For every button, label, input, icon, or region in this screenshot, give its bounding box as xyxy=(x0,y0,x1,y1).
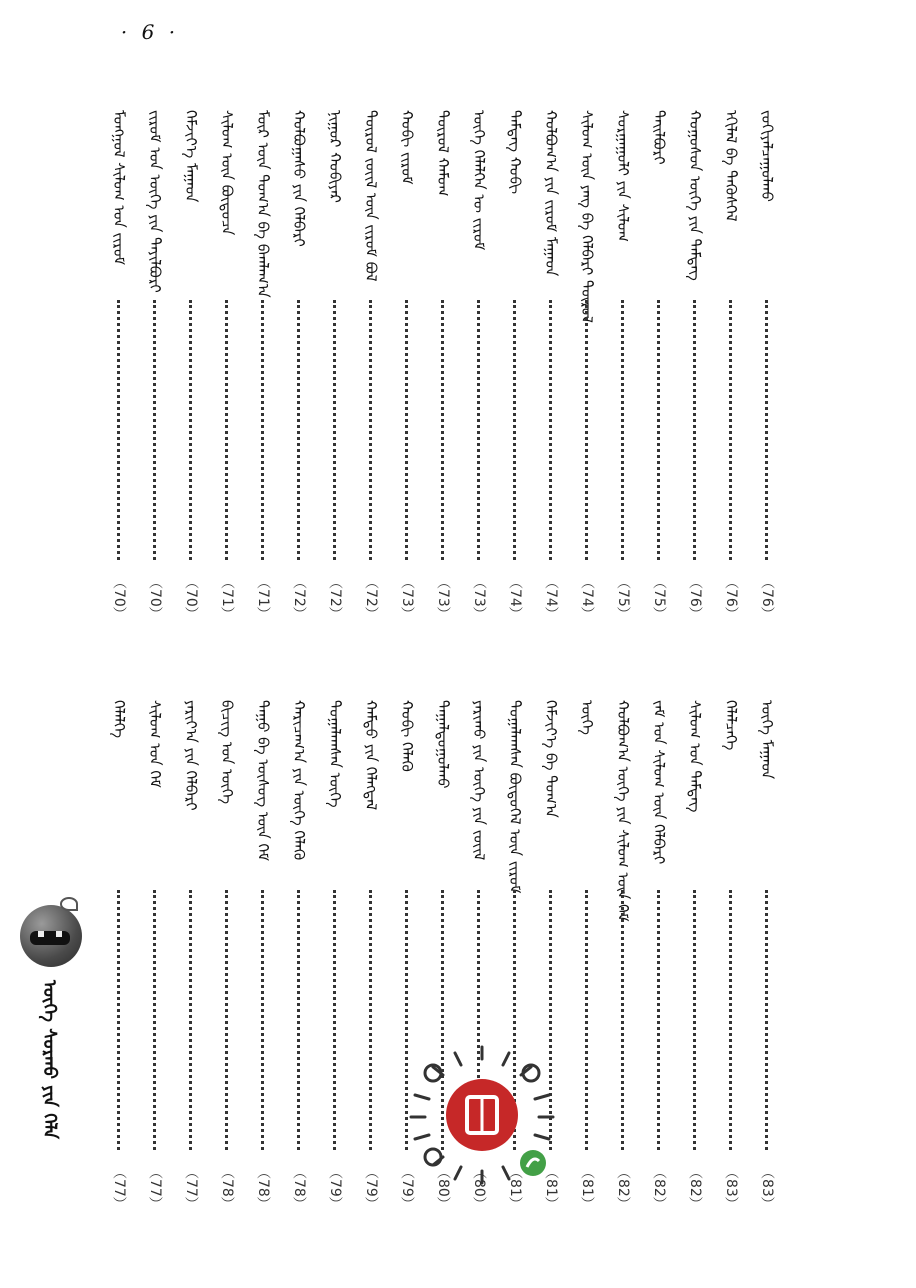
dot-leader xyxy=(477,300,480,560)
toc-entry-page: （81） xyxy=(579,1165,595,1211)
dot-leader xyxy=(153,300,156,560)
logo-text: ᠦᠭᠡ ᠰᠤᠷᠬᠤ ᠶᠢᠨ ᠬᠡᠯᠡ xyxy=(39,980,60,1139)
dot-leader xyxy=(117,890,120,1150)
logo-icon xyxy=(20,905,82,967)
toc-entry[interactable] xyxy=(610,110,636,635)
toc-entry-page: （80） xyxy=(471,1165,487,1211)
toc-entry-title: ᠬᠤᠪᠢ ᠵᠢᠷᠤᠮ xyxy=(398,110,416,185)
toc-entry-title: ᠰᠢᠯᠦᠭ᠋ ᠤᠨ ᠬᠡᠮ xyxy=(146,700,164,788)
toc-entry-title: ᠵᠢᠷᠤᠮ ᠤᠨ ᠦᠭᠡ ᠶᠢᠨ ᠲᠠᠶᠢᠯᠪᠤᠷᠢ xyxy=(146,110,164,293)
toc-entry-page: （79） xyxy=(363,1165,379,1211)
dot-leader xyxy=(621,300,624,560)
dot-leader xyxy=(729,890,732,1150)
toc-entry[interactable] xyxy=(178,700,204,1225)
tooth-shape xyxy=(38,931,44,937)
toc-entry[interactable] xyxy=(754,700,780,1225)
toc-entry-title: ᠰᠢᠯᠦᠭ᠋ ᠦᠨ ᠶᠠᠩ ᠪᠠ ᠬᠡᠯᠪᠡᠷᠢ ᠲᠥᠷᠦᠯ xyxy=(578,110,596,323)
dot-leader xyxy=(189,300,192,560)
toc-entry[interactable] xyxy=(646,700,672,1225)
toc-entry[interactable] xyxy=(466,110,492,635)
toc-entry-page: （72） xyxy=(291,575,307,621)
toc-entry-title: ᠮᠣᠩᠭᠣᠯ ᠰᠢᠯᠦᠭ᠋ ᠤᠨ ᠵᠢᠷᠤᠮ xyxy=(110,110,128,266)
toc-entry-title: ᠨᠢᠭᠤᠷ ᠬᠤᠪᠢᠶᠠᠷ xyxy=(326,110,344,203)
toc-entry-page: （77） xyxy=(111,1165,127,1211)
toc-entry-page: （77） xyxy=(183,1165,199,1211)
toc-entry-page: （76） xyxy=(723,575,739,621)
toc-entry[interactable] xyxy=(574,700,600,1225)
dot-leader xyxy=(333,890,336,1150)
toc-entry-page: （71） xyxy=(255,575,271,621)
toc-entry-title: ᠲᠠᠢᠯᠪᠤᠷᠢ xyxy=(650,110,668,165)
toc-entry-title: ᠬᠣᠯᠪᠣᠭ᠎ᠠ ᠦᠭᠡ ᠶᠢᠨ ᠰᠢᠯᠦᠭ᠋ ᠦᠨ ᠬᠡᠮ xyxy=(614,700,632,922)
toc-entry-page: （79） xyxy=(327,1165,343,1211)
toc-entry-page: （70） xyxy=(147,575,163,621)
toc-entry-page: （72） xyxy=(363,575,379,621)
dot-leader xyxy=(297,890,300,1150)
toc-entry-title: ᠰᠢᠯᠦᠭ᠋ ᠤᠨ ᠲᠡᠮᠳᠡᠭ xyxy=(686,700,704,813)
tooth-shape xyxy=(56,931,62,937)
toc-entry-page: （82） xyxy=(687,1165,703,1211)
toc-entry[interactable] xyxy=(250,110,276,635)
toc-entry-page: （78） xyxy=(219,1165,235,1211)
toc-entry[interactable] xyxy=(358,700,384,1225)
toc-entry-title: ᠲᠡᠮᠳᠡᠭ ᠬᠤᠪᠢ xyxy=(506,110,524,195)
toc-entry-title: ᠳᠠᠭᠠᠯᠳᠤᠭᠤᠯᠬᠤ xyxy=(434,700,452,789)
toc-entry[interactable] xyxy=(142,700,168,1225)
toc-entry-title: ᠶᠠᠷᠢᠬᠤ ᠶᠢᠨ ᠦᠭᠡ ᠶᠢᠨ ᠵᠦᠢᠯ xyxy=(470,700,488,861)
toc-entry-page: （81） xyxy=(543,1165,559,1211)
dot-leader xyxy=(585,300,588,560)
toc-entry-title: ᠬᠣᠯᠪᠤᠭᠠᠰᠤ ᠶᠢᠨ ᠬᠡᠯᠪᠡᠷᠢ xyxy=(290,110,308,247)
toc-entry[interactable] xyxy=(178,110,204,635)
toc-entry[interactable] xyxy=(754,110,780,635)
dot-leader xyxy=(693,890,696,1150)
dot-leader xyxy=(657,300,660,560)
toc-entry[interactable] xyxy=(682,700,708,1225)
toc-entry[interactable] xyxy=(322,110,348,635)
toc-entry-page: （81） xyxy=(507,1165,523,1211)
dot-leader xyxy=(369,300,372,560)
toc-entry[interactable] xyxy=(502,110,528,635)
toc-entry-title: ᠬᠡᠮᠵᠢᠶ᠎ᠡ ᠮᠠᠭᠠᠳ xyxy=(182,110,200,203)
toc-entry-title: ᠬᠣᠯᠪᠣᠭ᠎ᠠ ᠶᠢᠨ ᠵᠢᠷᠤᠮ ᠮᠠᠭᠠᠳ xyxy=(542,110,560,277)
toc-entry-title: ᠰᠤᠷᠭᠠᠭᠤᠯᠢ ᠶᠢᠨ ᠰᠢᠯᠦᠭ᠋ xyxy=(614,110,632,242)
dot-leader xyxy=(225,890,228,1150)
toc-entry[interactable] xyxy=(322,700,348,1225)
toc-entry-title: ᠬᠣᠭᠣᠰᠣᠨ ᠦᠭᠡ ᠶᠢᠨ ᠲᠡᠮᠳᠡᠭ xyxy=(686,110,704,281)
dot-leader xyxy=(369,890,372,1150)
toc-entry-page: （73） xyxy=(399,575,415,621)
dot-leader xyxy=(261,300,264,560)
toc-entry-title: ᠬᠡᠯᠡᠯᠴᠡᠭᠡ xyxy=(722,700,740,751)
leaf-icon xyxy=(60,897,78,911)
toc-entry-title: ᠬᠠᠷᠢᠴᠠᠭ᠎ᠠ ᠶᠢᠨ ᠦᠭᠡ ᠬᠡᠯᠡᠬᠦ xyxy=(290,700,308,861)
dot-leader xyxy=(261,890,264,1150)
toc-entry-page: （75） xyxy=(651,575,667,621)
toc-entry-title: ᠬᠡᠯᠡᠯᠭᠡ xyxy=(110,700,128,739)
toc-entry-title: ᠦᠭᠡ xyxy=(578,700,596,735)
toc-entry-page: （76） xyxy=(687,575,703,621)
toc-entry-page: （76） xyxy=(759,575,775,621)
toc-entry-title: ᠲᠦᠷᠦᠯ ᠵᠦᠢᠯ ᠦᠨ ᠵᠢᠷᠤᠮ ᠪᠣᠯ xyxy=(362,110,380,282)
toc-entry-page: （70） xyxy=(111,575,127,621)
toc-entry[interactable] xyxy=(214,700,240,1225)
dot-leader xyxy=(657,890,660,1150)
toc-entry-page: （75） xyxy=(615,575,631,621)
dot-leader xyxy=(585,890,588,1150)
toc-entry-title: ᠡᠬᠢᠯᠡᠯ ᠪᠠ ᠲᠡᠭᠦᠰᠬᠡᠯ xyxy=(722,110,740,222)
toc-entry[interactable] xyxy=(250,700,276,1225)
toc-entry-page: （80） xyxy=(435,1165,451,1211)
toc-entry[interactable] xyxy=(682,110,708,635)
page-number: · 6 · xyxy=(120,20,180,44)
toc-entry-page: （72） xyxy=(327,575,343,621)
toc-entry[interactable] xyxy=(394,110,420,635)
toc-entry-page: （78） xyxy=(255,1165,271,1211)
dot-leader xyxy=(621,890,624,1150)
toc-entry[interactable] xyxy=(574,110,600,635)
toc-entry[interactable] xyxy=(646,110,672,635)
toc-entry-page: （78） xyxy=(291,1165,307,1211)
toc-entry-page: （79） xyxy=(399,1165,415,1211)
toc-entry[interactable] xyxy=(430,110,456,635)
toc-entry-title: ᠶᠠᠷᠢᠶ᠎ᠠ ᠶᠢᠨ ᠬᠡᠯᠪᠡᠷᠢ xyxy=(182,700,200,811)
toc-entry-title: ᠲᠥᠷᠦᠯ ᠬᠠᠮᠤᠭ xyxy=(434,110,452,197)
dot-leader xyxy=(765,890,768,1150)
dot-leader xyxy=(549,300,552,560)
toc-entry-page: （82） xyxy=(651,1165,667,1211)
dot-leader xyxy=(441,300,444,560)
dot-leader xyxy=(297,300,300,560)
toc-entry-title: ᠵᠣᠬᠢᠶᠠᠯᠴᠠᠭᠤᠯᠬᠤ xyxy=(758,110,776,202)
toc-entry-title: ᠰᠢᠯᠦᠭ᠋ ᠦᠨ ᠪᠦᠲᠦᠴᠡ xyxy=(218,110,236,236)
dot-leader xyxy=(333,300,336,560)
toc-entry[interactable] xyxy=(286,110,312,635)
toc-entry[interactable] xyxy=(214,110,240,635)
toc-entry[interactable] xyxy=(142,110,168,635)
toc-entry-title: ᠮᠥᠷ ᠦᠨ ᠲᠤᠭ᠎ᠠ ᠪᠠ ᠪᠠᠭᠯᠠᠭ᠎ᠠ xyxy=(254,110,272,298)
toc-entry[interactable] xyxy=(718,700,744,1225)
logo-mouth xyxy=(30,931,70,945)
toc-entry-page: （71） xyxy=(219,575,235,621)
dot-leader xyxy=(189,890,192,1150)
toc-entry-title: ᠬᠠᠮᠲᠤ ᠶᠢᠨ ᠬᠡᠯᠡᠭᠳᠡᠯ xyxy=(362,700,380,811)
toc-entry[interactable] xyxy=(538,110,564,635)
dot-leader xyxy=(153,890,156,1150)
dot-leader xyxy=(405,300,408,560)
dot-leader xyxy=(117,300,120,560)
toc-entry-page: （74） xyxy=(579,575,595,621)
toc-entry-title: ᠬᠡᠮᠵᠢᠶ᠎ᠡ ᠪᠠ ᠲᠣᠭ᠎ᠠ xyxy=(542,700,560,818)
toc-entry[interactable] xyxy=(286,700,312,1225)
toc-entry[interactable] xyxy=(106,110,132,635)
toc-entry-page: （83） xyxy=(759,1165,775,1211)
toc-entry[interactable] xyxy=(358,110,384,635)
dot-leader xyxy=(765,300,768,560)
toc-entry-title: ᠦᠭᠡ ᠬᠡᠯᠡᠯᠭᠡᠨ ᠦ ᠵᠢᠷᠤᠮ xyxy=(470,110,488,251)
toc-entry-page: （74） xyxy=(507,575,523,621)
toc-entry-page: （70） xyxy=(183,575,199,621)
toc-entry-page: （82） xyxy=(615,1165,631,1211)
dot-leader xyxy=(225,300,228,560)
mini-program-qr-icon[interactable] xyxy=(405,1045,560,1185)
dot-leader xyxy=(729,300,732,560)
toc-entry-title: ᠳᠠᠭᠤ ᠪᠠ ᠦᠰᠦᠭ ᠦᠨ ᠬᠡᠮ xyxy=(254,700,272,862)
toc-entry[interactable] xyxy=(106,700,132,1225)
toc-entry-title: ᠦᠭᠡ ᠮᠠᠭᠠᠳ xyxy=(758,700,776,780)
toc-entry[interactable] xyxy=(718,110,744,635)
toc-entry-page: （83） xyxy=(723,1165,739,1211)
toc-entry-page: （73） xyxy=(471,575,487,621)
toc-entry-page: （77） xyxy=(147,1165,163,1211)
toc-entry-title: ᠲᠣᠭᠠᠯᠠᠭᠰᠠᠨ ᠦᠭᠡ xyxy=(326,700,344,808)
toc-entry-title: ᠲᠣᠭᠠᠯᠠᠭᠰᠠᠨ ᠪᠦᠲᠦᠭᠡᠯ ᠦᠨ ᠵᠢᠷᠤᠮ xyxy=(506,700,524,894)
toc-entry-page: （74） xyxy=(543,575,559,621)
toc-entry-title: ᠪᠢᠴᠢᠭ ᠤᠨ ᠦᠭᠡ xyxy=(218,700,236,805)
dot-leader xyxy=(693,300,696,560)
toc-entry-page: （73） xyxy=(435,575,451,621)
dot-leader xyxy=(513,300,516,560)
toc-entry[interactable] xyxy=(610,700,636,1225)
toc-entry-title: ᠵᠠᠮ ᠤᠨ ᠰᠢᠯᠦᠭ᠋ ᠦᠨ ᠬᠡᠯᠪᠡᠷᠢ xyxy=(650,700,668,865)
toc-entry-title: ᠬᠤᠪᠢ ᠬᠡᠯᠡᠬᠦ xyxy=(398,700,416,772)
